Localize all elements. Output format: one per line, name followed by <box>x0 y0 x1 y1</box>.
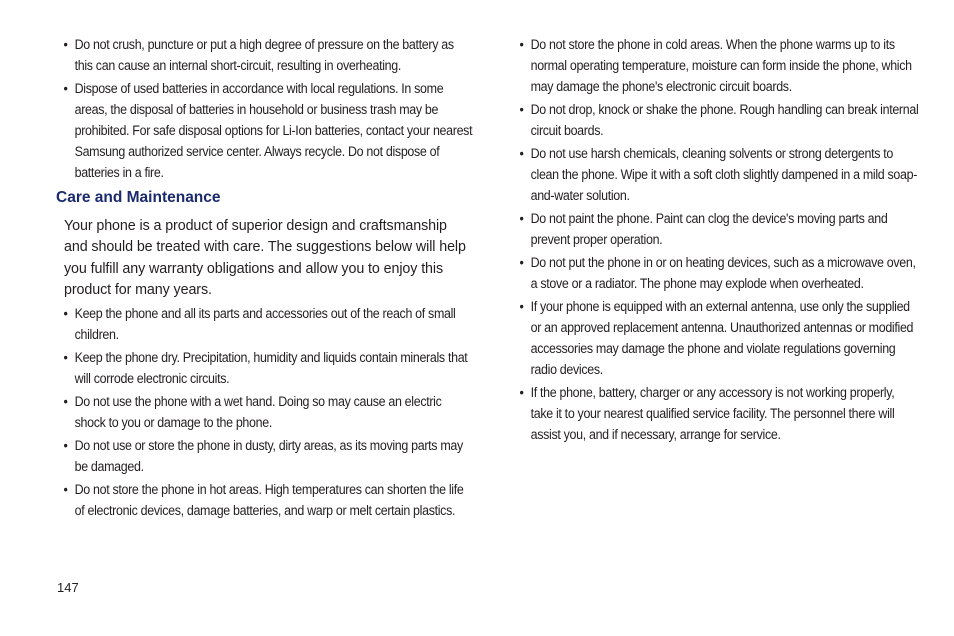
page-number: 147 <box>57 580 79 595</box>
maintenance-bullet-list <box>512 34 950 445</box>
section-heading: Care and Maintenance <box>56 189 221 206</box>
list-item: • Keep the phone dry. Precipitation, humidity and liquids contain minerals that will corrode electronic circuits. <box>56 347 475 389</box>
list-item: • Do not store the phone in hot areas. High temperatures can shorten the life of electronic devices, damage batteries, and warp or melt certain plastics. <box>56 479 475 521</box>
intro-paragraph: Your phone is a product of superior design and craftsmanship and should be treated with care. The suggestions below will help you fulfill any warranty obligations and allow you to enjoy this product for many years. <box>64 218 466 298</box>
list-item: • Do not crush, puncture or put a high degree of pressure on the battery as this can cause an internal short-circuit, resulting in overheating. <box>56 34 475 76</box>
list-item: • Keep the phone and all its parts and accessories out of the reach of small children. <box>56 303 475 345</box>
care-bullets-container <box>56 303 466 521</box>
list-item: • Do not use harsh chemicals, cleaning solvents or strong detergents to clean the phone. Wipe it with a soft cloth slightly dampened in a mild soap-and-water solution. <box>512 143 919 206</box>
list-item: • Do not paint the phone. Paint can clog the device's moving parts and prevent proper operation. <box>512 208 919 250</box>
battery-bullet-list <box>56 34 506 183</box>
list-item: • Do not put the phone in or on heating devices, such as a microwave oven, a stove or a radiator. The phone may explode when overheated. <box>512 252 919 294</box>
list-item: • If your phone is equipped with an external antenna, use only the supplied or an approved replacement antenna. Unauthorized antennas or modified accessories may damage the phone and violate regulations governing radio devices. <box>512 296 919 380</box>
list-item: • Do not use or store the phone in dusty, dirty areas, as its moving parts may be damaged. <box>56 435 475 477</box>
list-item: • Do not drop, knock or shake the phone. Rough handling can break internal circuit boards. <box>512 99 919 141</box>
list-item: • Do not store the phone in cold areas. When the phone warms up to its normal operating temperature, moisture can form inside the phone, which may damage the phone's electronic circuit boards. <box>512 34 919 97</box>
list-item: • If the phone, battery, charger or any accessory is not working properly, take it to your nearest qualified service facility. The personnel there will assist you, and if necessary, arrange for service. <box>512 382 919 445</box>
list-item: • Dispose of used batteries in accordance with local regulations. In some areas, the disposal of batteries in household or business trash may be prohibited. For safe disposal options for Li-Ion batteries, contact your nearest Samsung authorized service center. Always recycle. Do not dispose of batteries in a fire. <box>56 78 475 183</box>
care-bullet-list <box>56 303 466 521</box>
list-item: • Do not use the phone with a wet hand. Doing so may cause an electric shock to you or damage to the phone. <box>56 391 475 433</box>
